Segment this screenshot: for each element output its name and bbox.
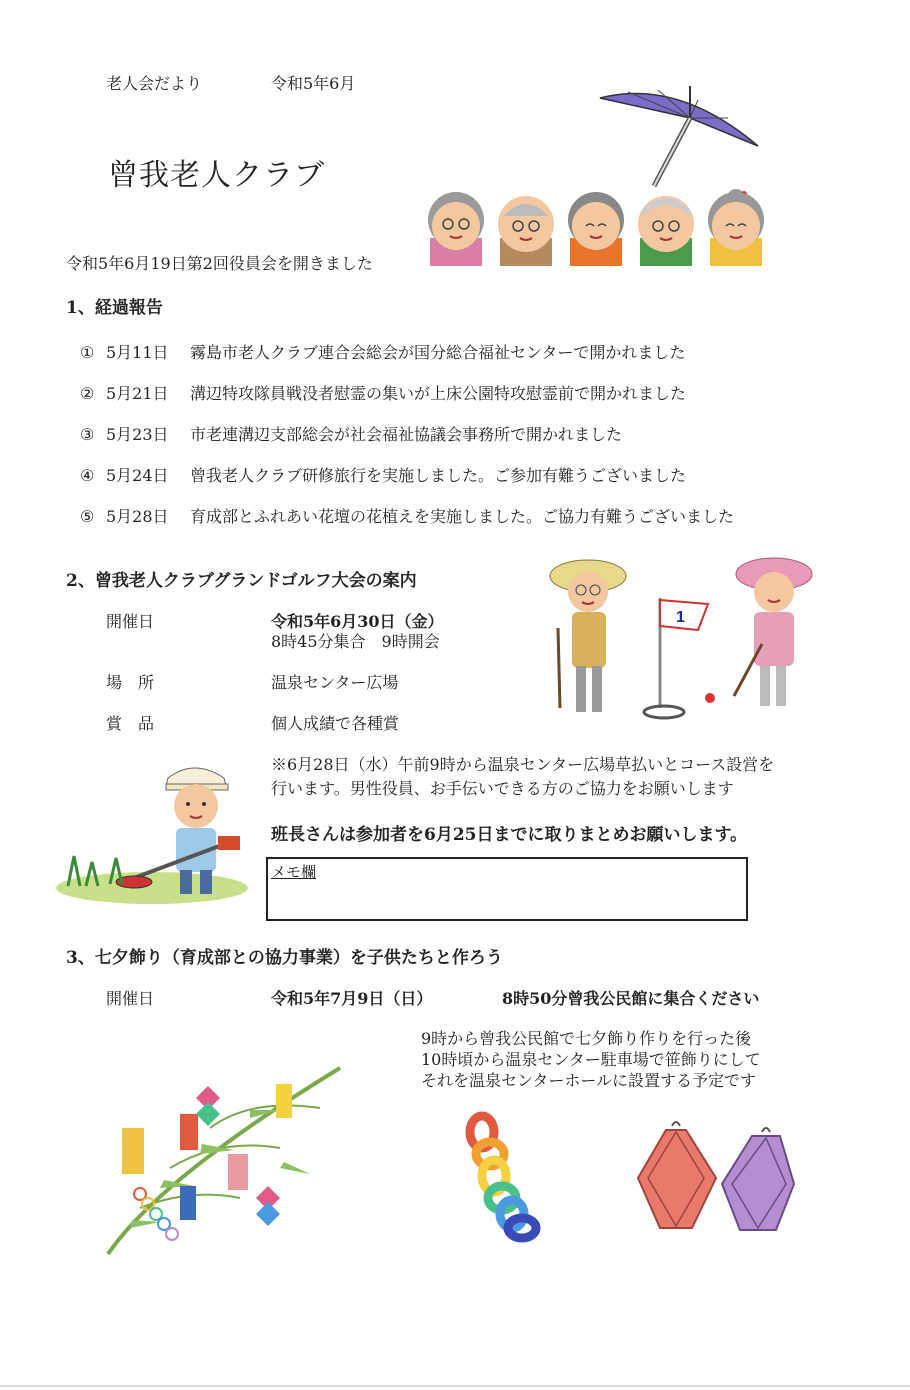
section2-heading: 2、曾我老人クラブグランドゴルフ大会の案内	[66, 571, 417, 591]
event-date-value: 令和5年6月30日（金）	[271, 612, 444, 631]
meeting-notice: 令和5年6月19日第2回役員会を開きました	[66, 254, 373, 273]
tanabata-date-label: 開催日	[106, 989, 155, 1008]
newsletter-name: 老人会だより	[106, 74, 203, 93]
report-item: ③ 5月23日 市老連溝辺支部総会が社会福祉協議会事務所で開かれました	[80, 425, 623, 444]
note-line-2: 行います。男性役員、お手伝いできる方のご協力をお願いします	[271, 779, 734, 798]
flag-number: 1	[676, 609, 685, 626]
memo-box[interactable]	[266, 857, 748, 921]
paper-lantern-illustration	[636, 1118, 796, 1234]
tanabata-desc-3: それを温泉センターホールに設置する予定です	[421, 1071, 757, 1090]
place-label: 場 所	[106, 673, 155, 692]
grass-cutter-illustration	[54, 758, 250, 906]
prize-value: 個人成績で各種賞	[271, 714, 400, 733]
event-date-label: 開催日	[106, 612, 155, 631]
bamboo-decoration-illustration	[100, 1058, 350, 1258]
paper-ring-chain-illustration	[458, 1114, 550, 1244]
umbrella-icon	[598, 78, 768, 190]
club-title: 曾我老人クラブ	[108, 158, 325, 193]
section1-heading: 1、経過報告	[66, 298, 163, 318]
tanabata-desc-1: 9時から曾我公民館で七夕飾り作りを行った後	[421, 1029, 752, 1048]
place-value: 温泉センター広場	[271, 673, 399, 692]
memo-label: メモ欄	[271, 863, 317, 881]
tanabata-gather: 8時50分曾我公民館に集合ください	[502, 989, 760, 1008]
ground-golf-illustration	[548, 548, 820, 730]
tanabata-date-value: 令和5年7月9日（日）	[271, 989, 433, 1008]
prize-label: 賞 品	[106, 714, 155, 733]
report-item: ② 5月21日 溝辺特攻隊員戦没者慰霊の集いが上床公園特攻慰霊前で開かれました	[80, 384, 687, 403]
report-item: ④ 5月24日 曾我老人クラブ研修旅行を実施しました。ご参加有難うございました	[80, 466, 687, 485]
report-item: ① 5月11日 霧島市老人クラブ連合会総会が国分総合福祉センターで開かれました	[80, 343, 686, 362]
elderly-faces-illustration	[420, 186, 780, 266]
section3-heading: 3、七夕飾り（育成部との協力事業）を子供たちと作ろう	[66, 948, 503, 968]
page-bottom-divider	[0, 1385, 910, 1387]
report-item: ⑤ 5月28日 育成部とふれあい花壇の花植えを実施しました。ご協力有難うございました	[80, 507, 735, 526]
note-line-1: ※6月28日（水）午前9時から温泉センター広場草払いとコース設営を	[271, 755, 775, 774]
issue-date: 令和5年6月	[271, 74, 356, 93]
event-time-value: 8時45分集合 9時開会	[271, 632, 440, 651]
tanabata-desc-2: 10時頃から温泉センター駐車場で笹飾りにして	[421, 1050, 761, 1069]
leader-note: 班長さんは参加者を6月25日までに取りまとめお願いします。	[271, 825, 748, 845]
